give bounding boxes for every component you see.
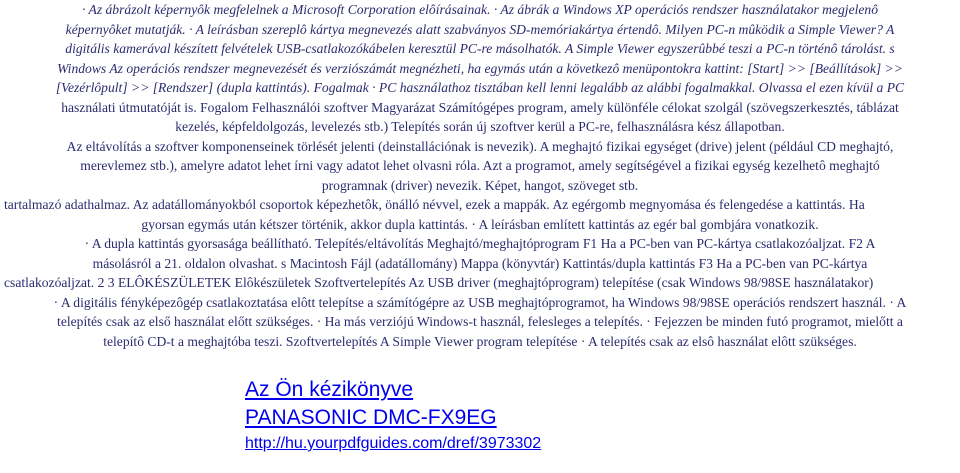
text-line: programnak (driver) nevezik. Képet, hangot, szöveget stb. — [321, 177, 639, 193]
model-link[interactable]: PANASONIC DMC-FX9EG — [245, 406, 497, 429]
text-line: gyorsan egymás után kétszer történik, akkor dupla kattintás. · A leírásban említett kattintás az egér bal gombjára vonatkozik. — [141, 216, 819, 232]
text-line: [Vezérlôpult] >> [Rendszer] (dupla kattintás). Fogalmak · PC használathoz tisztában kell lenni legalább az alábbi fogalmakkal. Olvassa el ezen kívül a PC — [55, 80, 905, 95]
text-line: tartalmazó adathalmaz. Az adatállományokból csoportok képezhetôk, önálló névvel, ezek a mappák. Az egérgomb megnyomása és felengedése a kattintás. Ha — [4, 197, 865, 212]
text-line: másolásról a 21. oldalon olvashat. s Macintosh Fájl (adatállomány) Mappa (könyvtár) Kattintás/dupla kattintás F3 Ha a PC-ben van PC-kártya — [92, 255, 868, 271]
text-line: · A dupla kattintás gyorsasága beállítható. Telepítés/eltávolítás Meghajtó/meghajtóprogram F1 Ha a PC-ben van PC-kártya csatlakozóaljzat. F2 A — [84, 236, 876, 251]
document-body — [4, 0, 956, 351]
guide-links — [245, 376, 541, 456]
text-line: digitális kamerával készített felvételek USB-csatlakozókábelen keresztül PC-re másolhatók. A Simple Viewer egyszerûbbé teszi a PC-n történô tárolást. s — [65, 41, 895, 56]
text-line: telepítô CD-t a meghajtóba teszi. Szoftvertelepítés A Simple Viewer program telepítése · A telepítés csak az elsô használat elôtt szükséges. — [103, 333, 857, 349]
text-line: csatlakozóaljzat. 2 3 ELÔKÉSZÜLETEK Elôkészületek Szoftvertelepítés Az USB driver (meghajtóprogram) telepítése (csak Windows 98/98SE használatakor) — [4, 275, 874, 290]
text-line: · A digitális fényképezôgép csatlakoztatása elôtt telepítse a számítógépre az USB meghajtóprogramot, ha Windows 98/98SE operációs rendszert használ. · A — [53, 294, 907, 310]
text-line: merevlemez stb.), amelyre adatot lehet írni vagy adatot lehet olvasni róla. Azt a programot, amely segítségével a fizikai egység kezelhetô meghajtó — [80, 158, 880, 173]
manual-link[interactable]: Az Ön kézikönyve — [245, 378, 414, 401]
text-line: Windows Az operációs rendszer megnevezését és verziószámát megnézheti, ha egymás után a következô menüpontokra kattint: [Start] >> [Beállítások] >> — [57, 60, 903, 76]
text-line: · Az ábrázolt képernyôk megfelelnek a Microsoft Corporation elôírásainak. · Az ábrák a Windows XP operációs rendszer használatakor megjelenô — [81, 2, 879, 17]
text-line: kezelés, képfeldolgozás, levelezés stb.) Telepítés során új szoftver kerül a PC-re, felhasználásra kész állapotban. — [175, 119, 785, 134]
text-line: telepítés csak az első használat előtt szükséges. · Ha más verziójú Windows-t használ, felesleges a telepítés. · Fejezzen be minden futó programot, mielőtt a — [57, 314, 903, 329]
text-line: képernyôket mutatják. · A leírásban szereplô kártya megnevezés alatt szabványos SD-memóriakártya értendô. Milyen PC-n mûködik a Simple Viewer? A — [65, 21, 895, 37]
guide-url-link[interactable]: http://hu.yourpdfguides.com/dref/3973302 — [245, 435, 542, 452]
text-line: Az eltávolítás a szoftver komponenseinek törlését jelenti (deinstallációnak is nevezik). A meghajtó fizikai egységet (drive) jelent (például CD meghajtó, — [66, 138, 894, 154]
text-line: használati útmutatóját is. Fogalom Felhasználói szoftver Magyarázat Számítógépes program, amely különféle célokat szolgál (szövegszerkesztés, táblázat — [61, 99, 899, 115]
